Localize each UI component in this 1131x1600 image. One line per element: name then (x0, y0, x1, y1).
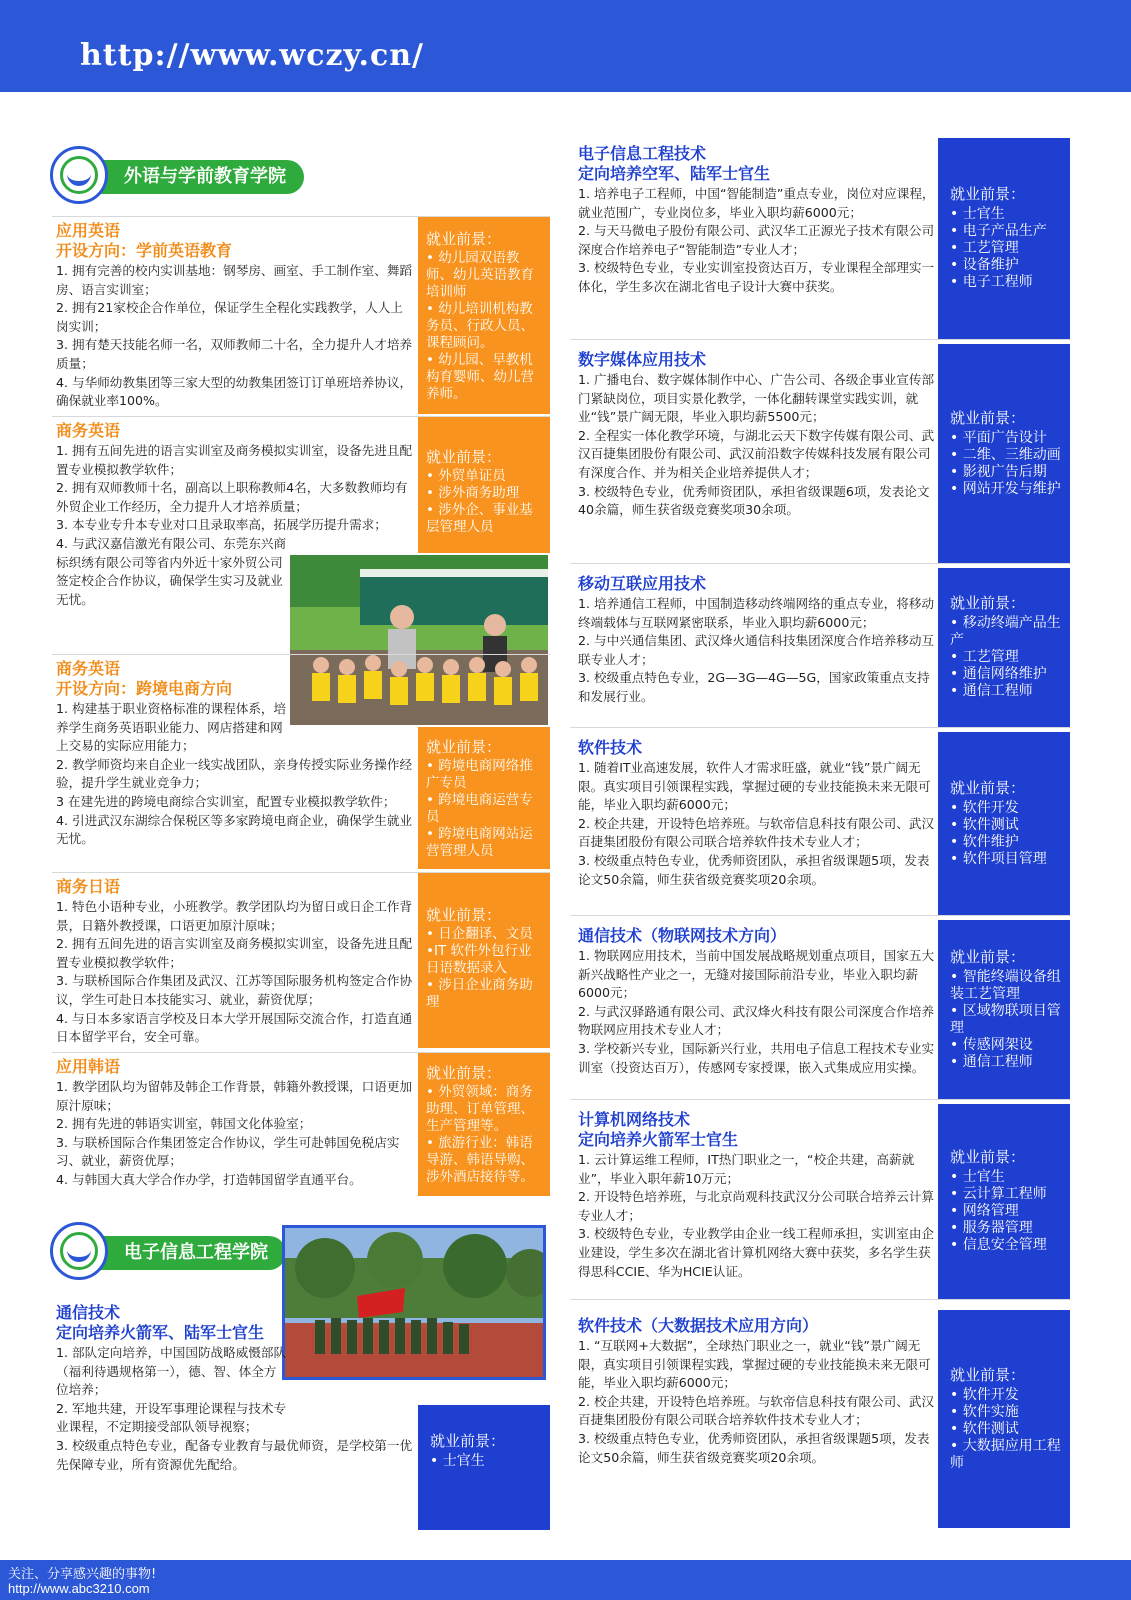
major-block-applied-korean (52, 1052, 550, 1196)
career-item: • 幼儿培训机构教务员、行政人员、课程顾问。 (426, 301, 534, 351)
career-item: • 外贸领域：商务助理、订单管理、生产管理等。 (426, 1084, 534, 1134)
school-logo-icon (50, 146, 108, 204)
major-block-business-japanese (52, 872, 550, 1048)
major-points (578, 759, 938, 889)
career-item: • 大数据应用工程师 (950, 1437, 1061, 1471)
major-points (56, 1078, 414, 1190)
point: 3. 与联桥国际合作集团及武汉、江苏等国际服务机构签定合作协议，学生可赴日本技能实习、就业，薪资优厚； (56, 973, 413, 1007)
point: 1. 构建基于职业资格标准的课程体系，培养学生商务英语职业能力、网店搭建和网上交易的实际应用能力； (56, 701, 287, 754)
major-title: 软件技术（大数据技术应用方向） (578, 1316, 819, 1335)
major-direction: 开设方向：跨境电商方向 (56, 679, 233, 698)
point: 2. 军地共建，开设军事理论课程与技术专业课程，不定期接受部队领导视察； (56, 1400, 287, 1435)
career-heading: 就业前景： (950, 408, 1026, 427)
major-block-digital-media (570, 344, 1070, 564)
point: 1. 物联网应用技术，当前中国发展战略规划重点项目，国家五大新兴战略性产业之一，无缝对接国际前沿专业，毕业入职均薪6000元； (578, 948, 935, 1001)
career-item: • 二维、三维动画 (950, 446, 1061, 463)
career-item: • 涉外企、事业基层管理人员 (426, 502, 533, 535)
school-logo-icon (50, 1222, 108, 1280)
career-item: • 通信工程师 (950, 683, 1033, 699)
major-block-electronic-info-engineering (570, 138, 1070, 340)
major-title: 应用韩语 (56, 1057, 121, 1076)
point: 3. 校级特色专业，优秀师资团队，承担省级课题6项，发表论文40余篇，师生获省级竞赛奖项30余项。 (578, 483, 930, 518)
career-item: • 设备维护 (950, 257, 1019, 273)
college-badge-foreign-language (50, 146, 320, 206)
career-item: • 涉日企业商务助理 (426, 977, 533, 1010)
footer-slogan: 关注、分享感兴趣的事物! (8, 1567, 157, 1582)
point: 1. 拥有完善的校内实训基地：钢琴房、画室、手工制作室、舞蹈房、语言实训室； (56, 263, 413, 297)
career-item: • 幼儿园、早教机构育婴师、幼儿营养师。 (426, 352, 534, 402)
major-direction: 定向培养火箭军、陆军士官生 (56, 1323, 265, 1342)
college-badge-electronic-info (50, 1222, 300, 1282)
major-direction: 开设方向：学前英语教育 (56, 241, 233, 260)
career-item: • 士官生 (950, 206, 1005, 222)
career-panel (418, 1405, 550, 1530)
major-points (578, 1151, 938, 1281)
career-heading: 就业前景： (950, 1148, 1026, 1166)
career-panel (938, 920, 1070, 1099)
career-panel (938, 344, 1070, 563)
point: 1. 培养电子工程师，中国“智能制造”重点专业，岗位对应课程，就业范围广，专业岗位多，毕业入职均薪6000元； (578, 186, 935, 220)
career-panel (938, 1104, 1070, 1299)
major-title: 软件技术 (578, 738, 643, 757)
major-direction: 定向培养火箭军士官生 (578, 1130, 739, 1149)
point: 2. 全程实一体化教学环境，与湖北云天下数字传媒有限公司、武汉百捷集团股份有限公司、武汉前沿数字传媒科技发展有限公司有深度合作、并为相关企业培养提供人才； (578, 427, 935, 480)
career-heading: 就业前景： (950, 947, 1026, 966)
career-heading: 就业前景： (426, 448, 502, 466)
career-item: • 软件开发 (950, 799, 1019, 816)
career-heading: 就业前景： (430, 1432, 506, 1450)
point: 2. 与天马微电子股份有限公司、武汉华工正源光子技术有限公司深度合作培养电子“智能制造”专业人才； (578, 223, 935, 257)
major-points (56, 700, 414, 849)
major-direction: 定向培养空军、陆军士官生 (578, 164, 771, 183)
point: 4. 与韩国大真大学合作办学，打造韩国留学直通平台。 (56, 1171, 362, 1187)
career-panel (418, 1053, 550, 1196)
career-panel (938, 732, 1070, 915)
career-panel (938, 568, 1070, 727)
point: 4. 与武汉嘉信激光有限公司、东莞东兴商标织绣有限公司等省内外近十家外贸公司签定校企合作协议，确保学生实习及就业无忧。 (56, 535, 287, 607)
major-title: 移动互联应用技术 (578, 574, 707, 593)
career-item: • 工艺管理 (950, 649, 1019, 665)
career-item: • 电子产品生产 (950, 223, 1047, 239)
career-heading: 就业前景： (950, 1365, 1026, 1384)
career-item: • 士官生 (950, 1169, 1005, 1185)
career-panel (418, 417, 550, 553)
point: 2. 与武汉驿路通有限公司、武汉烽火科技有限公司深度合作培养物联网应用技术专业人才； (578, 1003, 935, 1038)
point: 1. 教学团队均为留韩及韩企工作背景，韩籍外教授课，口语更加原汁原味； (56, 1079, 413, 1113)
point: 3. 学校新兴专业，国际新兴行业，共用电子信息工程技术专业实训室（投资达百万），传感网专家授课，嵌入式集成应用实操。 (578, 1040, 935, 1075)
point: 3. 校级重点特色专业，2G—3G—4G—5G，国家政策重点支持和发展行业。 (578, 670, 930, 704)
major-block-iot (570, 920, 1070, 1100)
career-item: • 日企翻译、文员 (426, 926, 533, 942)
career-panel (938, 138, 1070, 339)
point: 2. 拥有双师教师十名，副高以上职称教师4名，大多数教师均有外贸企业工作经历，全力提升人才培养质量； (56, 480, 408, 514)
major-points (56, 262, 414, 411)
point: 3. 校级重点特色专业，优秀师资团队，承担省级课题5项，发表论文50余篇，师生获省级竞赛奖项20余项。 (578, 1430, 930, 1465)
point: 2. 教学师资均来自企业一线实战团队，亲身传授实际业务操作经验，提升学生就业竞争力； (56, 756, 413, 791)
college-name: 外语与学前教育学院 (78, 160, 304, 194)
career-item: • 电子工程师 (950, 274, 1033, 290)
major-points (578, 185, 938, 297)
point: 2. 拥有五间先进的语言实训室及商务模拟实训室，设备先进且配置专业模拟教学软件； (56, 936, 413, 970)
point: 2. 拥有先进的韩语实训室，韩国文化体验室； (56, 1116, 312, 1132)
career-item: • 软件实施 (950, 1403, 1019, 1420)
point: 3. 与联桥国际合作集团签定合作协议，学生可赴韩国免税店实习、就业，薪资优厚； (56, 1134, 400, 1169)
point: 3 在建先进的跨境电商综合实训室，配置专业模拟教学软件； (56, 793, 396, 809)
point: 2. 校企共建，开设特色培养班。与软帝信息科技有限公司、武汉百捷集团股份有限公司联合培养软件技术专业人才； (578, 815, 935, 850)
major-title: 计算机网络技术 (578, 1110, 691, 1129)
point: 1. 广播电台、数字媒体制作中心、广告公司、各级企事业宣传部门紧缺岗位，项目实景化教学，一体化翻转课堂实践实训，就业“钱”景广阔无限，毕业入职均薪5500元； (578, 372, 935, 425)
point: 3. 校级重点特色专业，配备专业教育与最优师资，是学校第一优先保障专业，所有资源优先配给。 (56, 1437, 413, 1472)
point: 3. 拥有楚天技能名师一名，双师教师二十名，全力提升人才培养质量； (56, 337, 413, 371)
career-heading: 就业前景： (426, 906, 502, 924)
point: 1. 部队定向培养，中国国防战略威慑部队（福利待遇规格第一），德、智、体全方位培养； (56, 1345, 287, 1398)
point: 2. 校企共建，开设特色培养班。与软帝信息科技有限公司、武汉百捷集团股份有限公司联合培养软件技术专业人才； (578, 1393, 935, 1428)
major-points (56, 1344, 414, 1474)
career-item: • 软件开发 (950, 1386, 1019, 1403)
career-item: • 工艺管理 (950, 240, 1019, 256)
major-title: 商务英语 (56, 659, 121, 678)
career-item: • 服务器管理 (950, 1220, 1033, 1236)
point: 3. 校级特色专业，专业教学由企业一线工程师承担，实训室由企业建设，学生多次在湖北省计算机网络大赛中获奖，多名学生获得思科CCIE、华为HCIE认证。 (578, 1226, 935, 1279)
career-item: • 智能终端设备组装工艺管理 (950, 968, 1061, 1002)
point: 2. 开设特色培养班，与北京尚观科技武汉分公司联合培养云计算专业人才； (578, 1189, 935, 1223)
career-item: •IT 软件外包行业日语数据录入 (426, 943, 532, 976)
career-item: • 跨境电商运营专员 (426, 792, 533, 825)
point: 1. 拥有五间先进的语言实训室及商务模拟实训室，设备先进且配置专业模拟教学软件； (56, 443, 413, 477)
career-panel (418, 727, 550, 869)
point: 4. 引进武汉东湖综合保税区等多家跨境电商企业，确保学生就业无忧。 (56, 812, 413, 847)
career-item: • 软件维护 (950, 833, 1019, 850)
major-block-cross-border-ecommerce (52, 654, 550, 868)
career-item: • 网络管理 (950, 1203, 1019, 1219)
career-item: • 软件测试 (950, 1420, 1019, 1437)
point: 1. 云计算运维工程师，IT热门职业之一，“校企共建，高薪就业”，毕业入职年薪10万元； (578, 1152, 915, 1186)
career-item: • 影视广告后期 (950, 463, 1047, 480)
career-heading: 就业前景： (426, 230, 502, 248)
career-item: • 网站开发与维护 (950, 480, 1061, 497)
major-points (578, 371, 938, 520)
career-item: • 涉外商务助理 (426, 485, 520, 501)
site-url[interactable]: http://www.wczy.cn/ (80, 38, 424, 73)
career-heading: 就业前景： (426, 738, 502, 756)
career-panel (938, 1310, 1070, 1528)
major-block-software-tech (570, 732, 1070, 916)
career-panel (418, 873, 550, 1048)
career-item: • 跨境电商网站运营管理人员 (426, 826, 533, 859)
major-title: 应用英语 (56, 221, 121, 240)
career-item: • 信息安全管理 (950, 1237, 1047, 1253)
point: 1. 随着IT业高速发展，软件人才需求旺盛，就业“钱”景广阔无限。真实项目引领课程实践，掌握过硬的专业技能换未来无限可能，毕业入职均薪6000元； (578, 760, 931, 813)
career-heading: 就业前景： (950, 778, 1026, 797)
major-points (56, 898, 414, 1047)
major-block-big-data (570, 1310, 1070, 1528)
career-item: • 平面广告设计 (950, 429, 1047, 446)
major-title: 商务日语 (56, 877, 121, 896)
major-points (578, 1337, 938, 1467)
major-title: 通信技术 (56, 1303, 121, 1322)
point: 2. 拥有21家校企合作单位，保证学生全程化实践教学，人人上岗实训； (56, 300, 403, 334)
point: 1. “互联网+大数据”，全球热门职业之一，就业“钱”景广阔无限，真实项目引领课程实践，掌握过硬的专业技能换未来无限可能，毕业入职均薪6000元； (578, 1338, 931, 1391)
point: 3. 校级特色专业，专业实训室投资达百万，专业课程全部理实一体化，学生多次在湖北省电子设计大赛中获奖。 (578, 260, 935, 294)
career-item: • 传感网架设 (950, 1036, 1033, 1053)
major-title: 通信技术（物联网技术方向） (578, 926, 787, 945)
point: 4. 与华师幼教集团等三家大型的幼教集团签订订单班培养协议，确保就业率100%。 (56, 374, 413, 409)
career-item: • 外贸单证员 (426, 468, 506, 484)
point: 1. 特色小语种专业，小班教学。教学团队均为留日或日企工作背景，日籍外教授课，口语更加原汁原味； (56, 899, 413, 933)
point: 4. 与日本多家语言学校及日本大学开展国际交流合作，打造直通日本留学平台，安全可靠。 (56, 1010, 413, 1045)
major-title: 电子信息工程技术 (578, 144, 707, 163)
major-points (578, 947, 938, 1077)
major-points (578, 595, 938, 707)
career-heading: 就业前景： (950, 594, 1026, 612)
major-block-mobile-internet (570, 568, 1070, 728)
header-bar (0, 0, 1131, 92)
career-item: • 幼儿园双语教师、幼儿英语教育培训师 (426, 250, 534, 300)
major-block-applied-english (52, 216, 550, 414)
career-item: • 通信网络维护 (950, 666, 1047, 682)
major-title: 数字媒体应用技术 (578, 350, 707, 369)
point: 1. 培养通信工程师，中国制造移动终端网络的重点专业，将移动终端载体与互联网紧密联系，毕业入职均薪6000元； (578, 596, 935, 630)
career-heading: 就业前景： (950, 185, 1026, 203)
major-block-computer-network (570, 1104, 1070, 1300)
major-block-communication-military (52, 1297, 550, 1530)
career-heading: 就业前景： (426, 1064, 502, 1082)
career-item: • 通信工程师 (950, 1053, 1033, 1070)
career-panel (418, 217, 550, 414)
footer-bar (0, 1560, 1131, 1600)
college-name: 电子信息工程学院 (78, 1236, 286, 1270)
career-item: • 云计算工程师 (950, 1186, 1047, 1202)
career-item: • 士官生 (430, 1453, 485, 1469)
career-item: • 跨境电商网络推广专员 (426, 758, 533, 791)
career-item: • 区域物联项目管理 (950, 1002, 1061, 1036)
career-item: • 软件测试 (950, 816, 1019, 833)
career-item: • 软件项目管理 (950, 850, 1047, 867)
point: 3. 校级重点特色专业，优秀师资团队，承担省级课题5项，发表论文50余篇，师生获省级竞赛奖项20余项。 (578, 852, 930, 887)
career-item: • 旅游行业：韩语导游、韩语导购、涉外酒店接待等。 (426, 1135, 534, 1185)
point: 3. 本专业专升本专业对口且录取率高，拓展学历提升需求； (56, 517, 387, 533)
career-item: • 移动终端产品生产 (950, 615, 1061, 648)
major-title: 商务英语 (56, 421, 121, 440)
footer-site-link[interactable]: http://www.abc3210.com (8, 1581, 150, 1596)
point: 2. 与中兴通信集团、武汉烽火通信科技集团深度合作培养移动互联专业人才； (578, 633, 935, 667)
